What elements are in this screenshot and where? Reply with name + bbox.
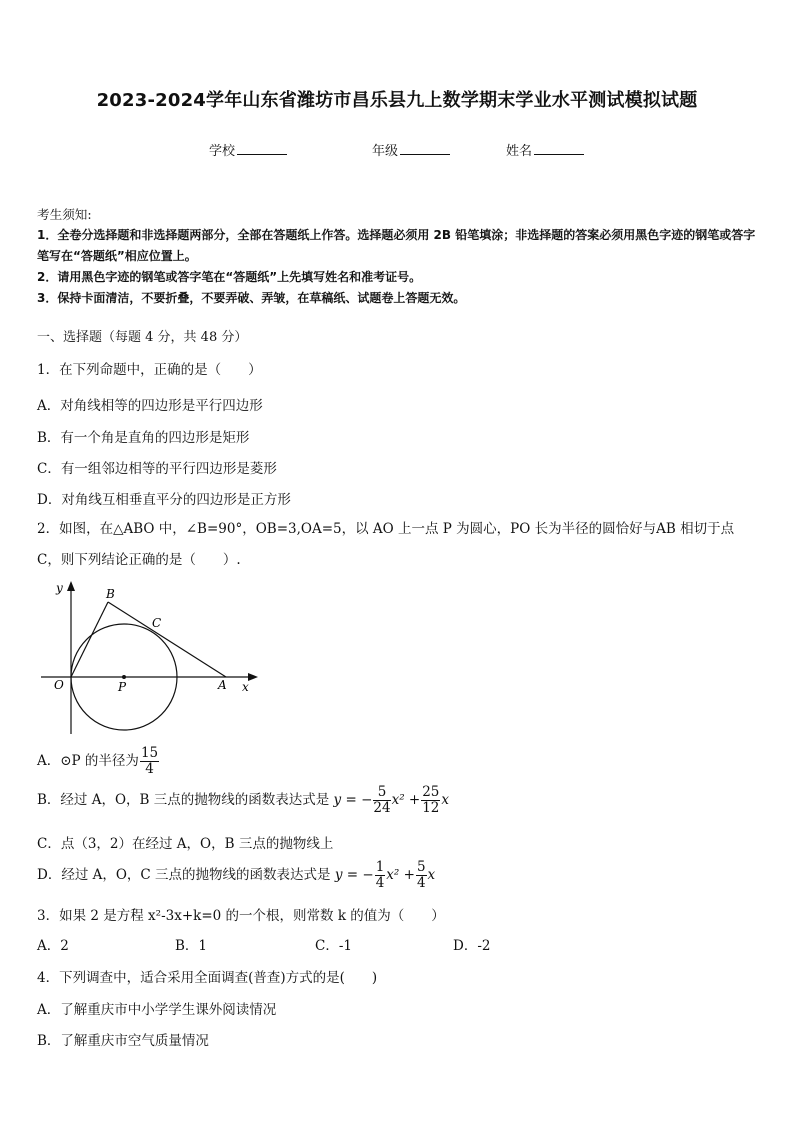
question-2-figure [36,576,266,738]
question-2-option-c[interactable]: C．点（3，2）在经过 A，O，B 三点的抛物线上 [37,836,334,852]
equation-fraction-1 [373,785,390,816]
equation-tail: x [441,792,450,808]
fraction-numerator: 5 [373,785,390,801]
question-1-option-b[interactable]: B．有一个角是直角的四边形是矩形 [37,430,250,446]
question-3-option-a[interactable]: A．2 [37,938,69,954]
question-2-option-a[interactable] [37,746,160,777]
name-field [506,140,584,159]
note-item: 2．请用黑色字迹的钢笔或答字笔在“答题纸”上先填写姓名和准考证号。 [37,270,422,284]
label-c: C [152,616,162,630]
equation-fraction-2 [416,860,427,891]
question-4-option-b[interactable]: B．了解重庆市空气质量情况 [37,1033,209,1049]
grade-field [372,140,450,159]
page-title: 2023-2024学年山东省潍坊市昌乐县九上数学期末学业水平测试模拟试题 [96,90,698,111]
fraction-numerator: 25 [422,784,440,800]
fraction-numerator: 1 [375,859,385,875]
question-1-option-a[interactable]: A．对角线相等的四边形是平行四边形 [37,398,263,414]
question-1-option-c[interactable]: C．有一组邻边相等的平行四边形是菱形 [37,461,277,477]
question-2-option-d[interactable] [37,860,435,891]
point-p [122,675,126,679]
segment-ba [108,602,226,677]
name-blank [534,140,584,155]
question-4-option-a[interactable]: A．了解重庆市中小学学生课外阅读情况 [37,1002,277,1018]
y-axis-arrow [67,581,75,591]
fraction-denominator: 12 [422,800,440,816]
label-a: A [218,678,227,692]
equation-lhs: y = − [333,792,373,808]
question-3-option-d[interactable]: D．-2 [453,938,491,954]
fraction-denominator: 24 [373,800,391,816]
equation-lhs: y = − [334,867,374,883]
label-b: B [106,587,115,601]
school-field [209,140,287,159]
grade-blank [400,140,450,155]
equation-tail: x [427,867,436,883]
question-1-stem: 1．在下列命题中，正确的是（ ） [37,362,262,378]
question-2-stem: 2．如图，在△ABO 中，∠B=90°，OB=3,OA=5，以 AO 上一点 P 为圆心，PO 长为半径的圆恰好与AB 相切于点 C，则下列结论正确的是（ ）. [37,521,735,568]
equation-fraction-1 [375,860,386,891]
note-item: 1．全卷分选择题和非选择题两部分，全部在答题纸上作答。选择题必须用 2B 铅笔填涂；非选择题的答案必须用黑色字迹的钢笔或答字笔写在“答题纸”相应位置上。 [37,228,756,263]
exam-notes [37,204,759,309]
school-label: 学校 [209,144,236,159]
equation-middle: x² + [386,867,415,883]
option-a-text: A．⊙P 的半径为 [37,753,139,769]
equation-middle: x² + [391,792,421,808]
question-3-option-b[interactable]: B．1 [175,938,208,954]
question-3-stem: 3．如果 2 是方程 x²-3x+k=0 的一个根，则常数 k 的值为（ ） [37,908,445,924]
section-heading: 一、选择题（每题 4 分，共 48 分） [37,330,248,345]
fraction-denominator: 4 [416,875,426,891]
note-item: 3．保持卡面清洁，不要折叠，不要弄破、弄皱，在草稿纸、试题卷上答题无效。 [37,291,466,305]
question-4-stem: 4．下列调查中，适合采用全面调查(普查)方式的是( ) [37,970,378,986]
label-y: y [56,581,63,595]
segment-ob [71,602,108,677]
option-d-text: D．经过 A，O，C 三点的抛物线的函数表达式是 [37,867,331,883]
school-blank [237,140,287,155]
fraction-denominator: 4 [145,761,154,777]
label-x: x [242,680,249,694]
x-axis-arrow [248,673,258,681]
radius-fraction [140,746,159,777]
fraction-denominator: 4 [375,875,385,891]
name-label: 姓名 [506,144,533,159]
fraction-numerator: 5 [416,859,426,875]
label-p: P [118,680,127,694]
grade-label: 年级 [372,144,399,159]
question-1-option-d[interactable]: D．对角线互相垂直平分的四边形是正方形 [37,492,291,508]
question-3-option-c[interactable]: C．-1 [315,938,352,954]
option-b-text: B．经过 A，O，B 三点的抛物线的函数表达式是 [37,792,330,808]
question-2-option-b[interactable] [37,785,449,816]
fraction-numerator: 15 [140,745,159,761]
equation-fraction-2 [421,785,440,816]
label-o: O [54,678,64,692]
notes-heading: 考生须知: [37,207,92,222]
